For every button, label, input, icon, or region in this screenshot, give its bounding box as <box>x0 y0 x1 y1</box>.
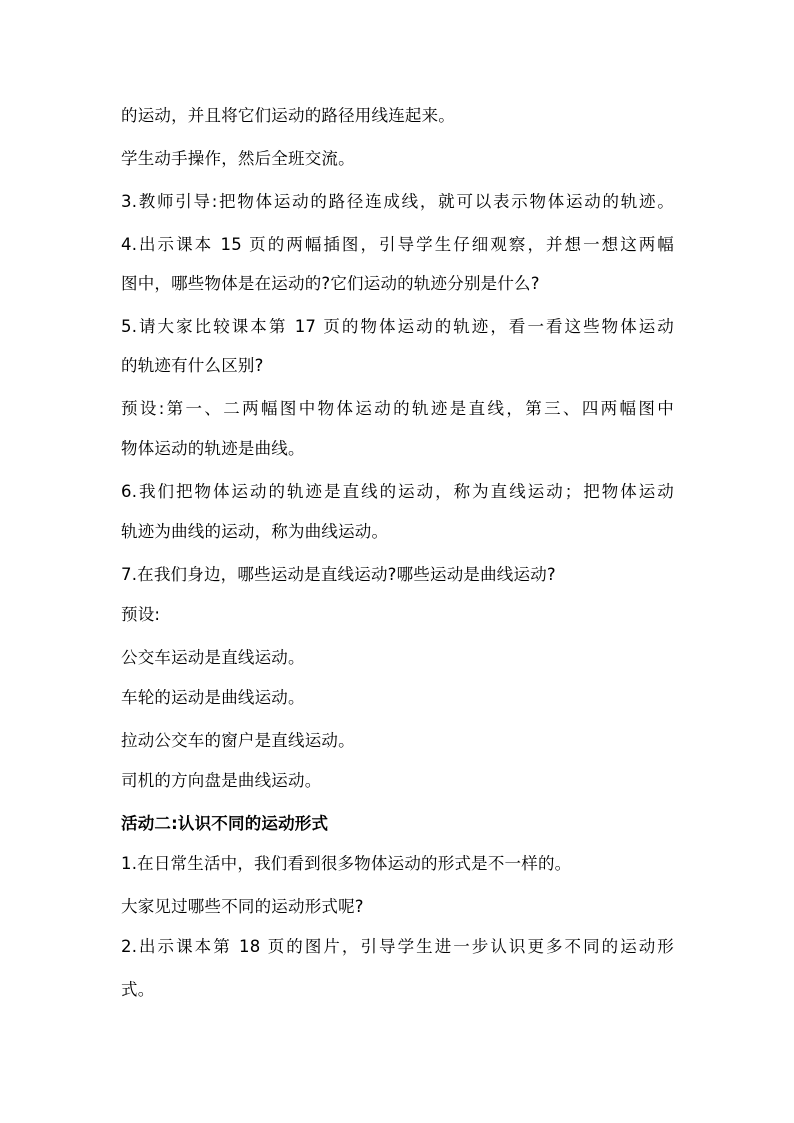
text-line: 司机的方向盘是曲线运动。 <box>121 771 322 790</box>
text-line: 3.教师引导:把物体运动的路径连成线，就可以表示物体运动的轨迹。 <box>121 192 674 211</box>
text-line: 预设:第一、二两幅图中物体运动的轨迹是直线，第三、四两幅图中 <box>121 399 674 418</box>
text-line: 图中，哪些物体是在运动的?它们运动的轨迹分别是什么? <box>121 274 540 293</box>
text-line: 4.出示课本 15 页的两幅插图，引导学生仔细观察，并想一想这两幅 <box>121 235 674 254</box>
text-line: 5.请大家比较课本第 17 页的物体运动的轨迹，看一看这些物体运动 <box>121 317 674 336</box>
text-line: 公交车运动是直线运动。 <box>121 648 305 667</box>
text-line: 轨迹为曲线的运动，称为曲线运动。 <box>121 522 389 541</box>
text-line: 拉动公交车的窗户是直线运动。 <box>121 731 355 750</box>
text-line: 2.出示课本第 18 页的图片，引导学生进一步认识更多不同的运动形 <box>121 937 674 956</box>
text-line: 6.我们把物体运动的轨迹是直线的运动，称为直线运动；把物体运动 <box>121 482 674 501</box>
text-line: 式。 <box>121 980 155 999</box>
text-line: 的运动，并且将它们运动的路径用线连起来。 <box>121 106 455 125</box>
text-line: 1.在日常生活中，我们看到很多物体运动的形式是不一样的。 <box>121 854 572 873</box>
text-line: 车轮的运动是曲线运动。 <box>121 688 305 707</box>
text-line: 7.在我们身边，哪些运动是直线运动?哪些运动是曲线运动? <box>121 565 556 584</box>
text-line: 学生动手操作，然后全班交流。 <box>121 149 355 168</box>
text-line: 的轨迹有什么区别? <box>121 356 264 375</box>
text-line: 大家见过哪些不同的运动形式呢? <box>121 897 364 916</box>
text-line: 物体运动的轨迹是曲线。 <box>121 439 305 458</box>
section-heading: 活动二:认识不同的运动形式 <box>121 814 329 833</box>
text-line: 预设: <box>121 605 161 624</box>
